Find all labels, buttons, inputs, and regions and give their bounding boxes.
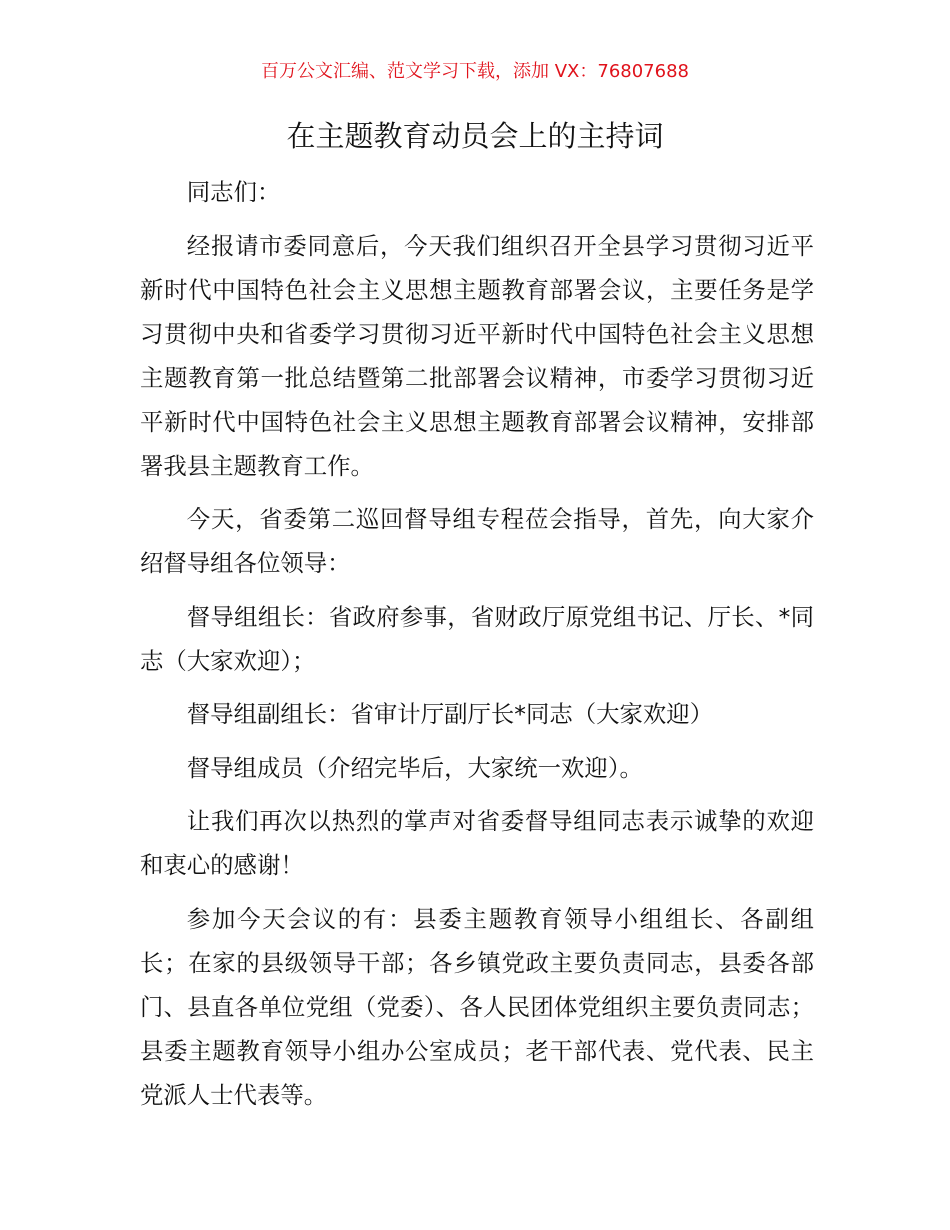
paragraph: 督导组成员（介绍完毕后，大家统一欢迎）。 [186,753,643,782]
document-title: 在主题教育动员会上的主持词 [286,119,664,153]
watermark-header: 百万公文汇编、范文学习下载，添加 VX：76807688 [261,61,689,82]
paragraph: 参加今天会议的有：县委主题教育领导小组组长、各副组长；在家的县级领导干部；各乡镇党政主要负责同志，县委各部门、县直各单位党组（党委）、各人民团体党组织主要负责同志；县委主题教育领导小组办公室成员；老干部代表、党代表、民主党派人士代表等。 [140,904,814,1109]
paragraph: 督导组副组长：省审计厅副厅长*同志（大家欢迎） [186,700,714,728]
paragraph: 今天，省委第二巡回督导组专程莅会指导，首先，向大家介绍督导组各位领导： [140,505,814,577]
paragraph: 经报请市委同意后，今天我们组织召开全县学习贯彻习近平新时代中国特色社会主义思想主题教育部署会议，主要任务是学习贯彻中央和省委学习贯彻习近平新时代中国特色社会主义思想主题教育第一批总结暨第二批部署会议精神，市委学习贯彻习近平新时代中国特色社会主义思想主题教育部署会议精神，安排部署我县主题教育工作。 [140,231,814,480]
paragraph: 督导组组长：省政府参事，省财政厅原党组书记、厅长、*同志（大家欢迎）； [140,602,814,675]
document-body [140,170,814,1126]
salutation: 同志们： [186,178,281,206]
paragraph: 让我们再次以热烈的掌声对省委督导组同志表示诚挚的欢迎和衷心的感谢！ [140,807,814,879]
